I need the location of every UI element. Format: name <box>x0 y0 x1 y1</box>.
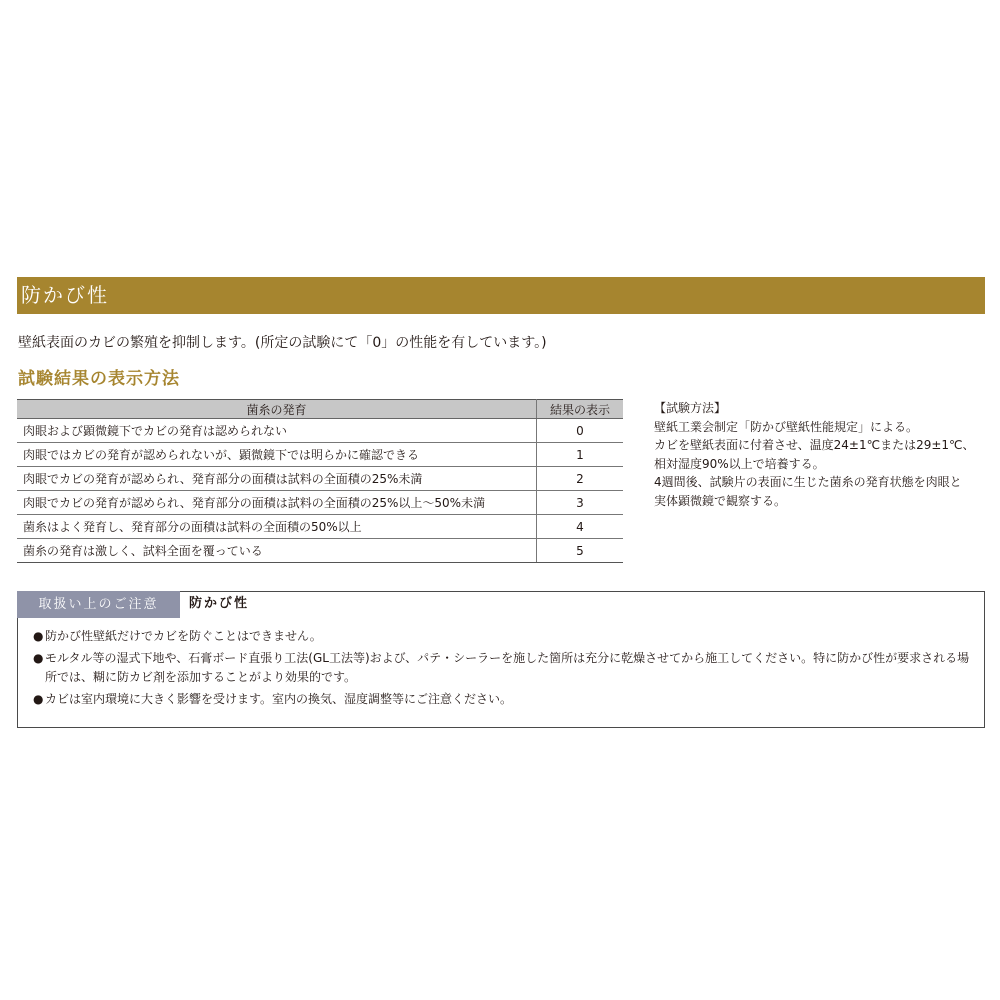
results-table <box>17 399 623 563</box>
caution-list <box>33 627 978 712</box>
row-value: 3 <box>537 491 624 515</box>
row-description: 菌糸の発育は激しく、試料全面を覆っている <box>17 539 537 563</box>
table-row <box>17 467 623 491</box>
list-item <box>33 649 978 687</box>
table-row <box>17 515 623 539</box>
test-method-line: カビを壁紙表面に付着させ、温度24±1℃または29±1℃、 <box>654 438 975 452</box>
table-row <box>17 419 623 443</box>
header-result: 結果の表示 <box>537 400 624 419</box>
test-method <box>654 399 975 510</box>
test-method-line: 実体顕微鏡で観察する。 <box>654 493 787 508</box>
caution-title: 防かび性 <box>189 596 250 611</box>
test-method-heading: 【試験方法】 <box>654 401 727 415</box>
bullet-icon: ● <box>33 692 44 706</box>
bullet-icon: ● <box>33 651 44 665</box>
row-description: 菌糸はよく発育し、発育部分の面積は試料の全面積の50%以上 <box>17 515 537 539</box>
caution-item-text: カビは室内環境に大きく影響を受けます。室内の換気、湿度調整等にご注意ください。 <box>45 692 513 706</box>
table-header-row <box>17 400 623 419</box>
test-method-line: 4週間後、試験片の表面に生じた菌糸の発育状態を肉眼と <box>654 475 962 489</box>
bullet-icon: ● <box>33 629 44 643</box>
intro-text: 壁紙表面のカビの繁殖を抑制します。(所定の試験にて「0」の性能を有しています。) <box>18 335 547 351</box>
row-value: 4 <box>537 515 624 539</box>
test-method-line: 相対湿度90%以上で培養する。 <box>654 456 825 471</box>
caution-tab: 取扱い上のご注意 <box>17 591 180 618</box>
results-subheading: 試験結果の表示方法 <box>18 369 180 389</box>
table-row <box>17 491 623 515</box>
row-description: 肉眼でカビの発育が認められ、発育部分の面積は試料の全面積の25%未満 <box>17 467 537 491</box>
section-title-bar <box>17 277 985 314</box>
row-description: 肉眼でカビの発育が認められ、発育部分の面積は試料の全面積の25%以上～50%未満 <box>17 491 537 515</box>
header-growth: 菌糸の発育 <box>17 400 537 419</box>
row-description: 肉眼および顕微鏡下でカビの発育は認められない <box>17 419 537 443</box>
row-value: 5 <box>537 539 624 563</box>
section-title: 防かび性 <box>21 283 109 307</box>
row-value: 0 <box>537 419 624 443</box>
row-description: 肉眼ではカビの発育が認められないが、顕微鏡下では明らかに確認できる <box>17 443 537 467</box>
test-method-line: 壁紙工業会制定「防かび壁紙性能規定」による。 <box>654 419 919 434</box>
row-value: 1 <box>537 443 624 467</box>
caution-item-text: モルタル等の湿式下地や、石膏ボード直張り工法(GL工法等)および、パテ・シーラーを施した箇所は充分に乾燥させてから施工してください。特に防かび性が要求される場所では、糊に防カビ剤を添加することがより効果的です。 <box>45 651 970 684</box>
caution-item-text: 防かび性壁紙だけでカビを防ぐことはできません。 <box>45 629 322 643</box>
table-row <box>17 539 623 563</box>
table-row <box>17 443 623 467</box>
list-item <box>33 627 978 646</box>
list-item <box>33 690 978 709</box>
row-value: 2 <box>537 467 624 491</box>
